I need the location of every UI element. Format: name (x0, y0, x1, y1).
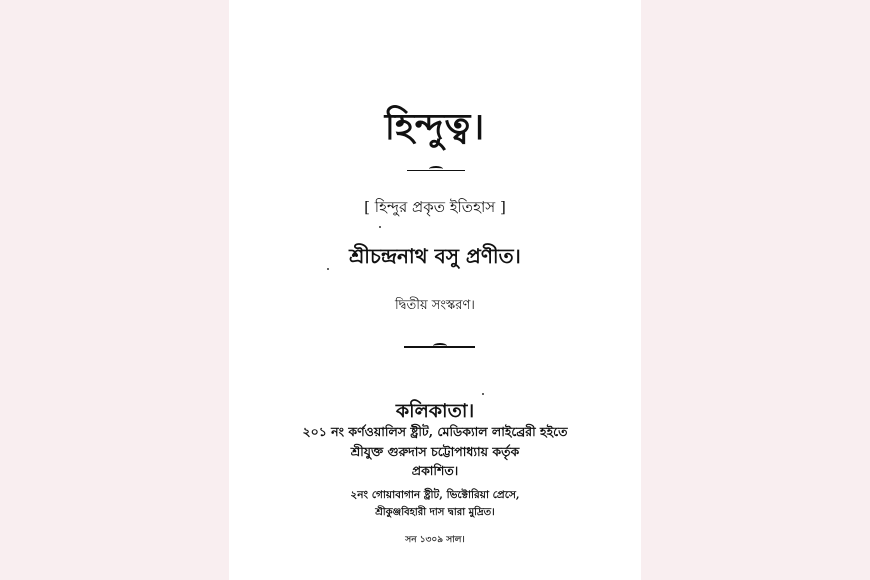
imprint-publisher-line-2: শ্রীযুক্ত গুরুদাস চট্টোপাধ্যায় কর্তৃক (350, 444, 520, 459)
imprint-city: কলিকাতা। (395, 400, 475, 422)
ornamental-divider-middle-flourish (433, 343, 447, 349)
ornamental-divider-top-flourish (429, 166, 443, 172)
imprint-year: সন ১৩০৯ সাল। (405, 535, 465, 545)
imprint-press: ২নং গোয়াবাগান ষ্ট্রীট, ভিক্টোরিয়া প্রেসে, (350, 489, 520, 501)
book-title-page (229, 0, 641, 580)
imprint-printer: শ্রীকুঞ্জবিহারী দাস দ্বারা মুদ্রিত। (375, 507, 495, 518)
author-line: শ্রীচন্দ্রনাথ বসু প্রণীত। (349, 244, 521, 268)
book-subtitle: [ হিন্দুর প্রকৃত ইতিহাস ] (364, 198, 506, 216)
background-right (641, 0, 870, 580)
imprint-publisher-line-3: প্রকাশিত। (411, 463, 459, 478)
imprint-publisher-line-1: ২০১ নং কর্ণওয়ালিস ষ্ট্রীট, মেডিক্যাল লাইব্রেরী হইতে (302, 424, 568, 439)
print-speck (482, 393, 484, 395)
print-speck (327, 268, 329, 270)
background-left (0, 0, 229, 580)
edition-line: দ্বিতীয় সংস্করণ। (395, 298, 475, 313)
book-title: হিন্দুত্ব। (384, 106, 486, 148)
print-speck (379, 226, 381, 228)
